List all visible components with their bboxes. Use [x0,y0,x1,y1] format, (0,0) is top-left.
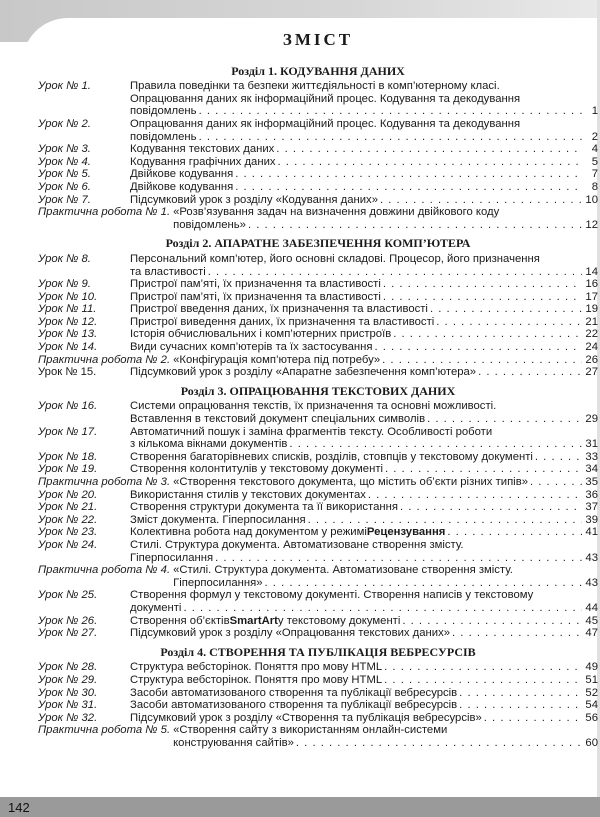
page-ref: 45 [585,614,598,627]
entry-line [130,413,598,426]
entry-text [130,118,598,143]
toc-entry-lesson [38,156,598,169]
entry-text [173,206,598,231]
entry-text [130,661,598,674]
entry-line-text: Засоби автоматизованого створення та публікації вебресурсів [130,686,458,699]
entry-label: Практична робота № 4. [38,564,171,577]
page-ref: 17 [585,290,598,303]
entry-line-text: Підсумковий урок з розділу «Створення та публікація вебресурсів» [130,711,482,724]
leader-dots [265,577,582,590]
entry-text [130,615,598,628]
entry-line [130,463,598,476]
toc-entry-lesson [38,143,598,156]
page-ref: 22 [585,328,598,341]
entry-line [173,476,598,489]
entry-text [130,463,598,476]
page-ref: 36 [585,488,598,501]
entry-text [130,426,598,451]
entry-line [130,316,598,329]
entry-line [173,219,598,232]
entry-line-text: Створення об’єктів [130,614,230,627]
leader-dots [199,105,582,118]
page-ref: 35 [585,476,598,488]
entry-line-text: Двійкове кодування [130,168,234,181]
entry-line-text: та властивості [130,265,206,278]
entry-line [130,341,598,354]
leader-dots [430,303,582,316]
entry-line [130,194,598,207]
section-heading: Розділ 4. СТВОРЕННЯ ТА ПУБЛІКАЦІЯ ВЕБРЕСУРСІВ [160,644,476,659]
entry-line-text: «Стилі. Структура документа. Автоматизоване створення змісту. [173,564,513,577]
page-ref: 33 [585,450,598,463]
entry-line [173,737,598,750]
page-ref: 39 [585,513,598,526]
entry-line [130,489,598,502]
entry-text [130,80,598,118]
page-ref: 54 [585,699,598,712]
entry-line [130,80,598,93]
toc-entry-lesson [38,501,598,514]
entry-text [130,539,598,564]
entry-text [173,724,598,749]
page-number: 142 [8,800,30,815]
leader-dots [535,451,582,464]
entry-line-text: Гіперпосилання [130,551,214,564]
entry-text [130,366,598,379]
entry-line-text: повідомлень [130,105,197,118]
entry-line-text: Види сучасних комп’ютерів та їх застосування [130,341,373,354]
entry-label: Урок № 23. [38,526,98,539]
entry-label: Урок № 11. [38,303,97,316]
entry-line [130,303,598,316]
entry-label: Урок № 32. [38,711,98,724]
entry-text [130,526,598,539]
toc-entry-lesson [38,181,598,194]
entry-label: Практична робота № 2. [38,353,171,366]
entry-line-text: Пристрої пам’яті, їх призначення та властивості [130,290,381,303]
entry-line [130,627,598,640]
page-title: ЗМІСТ [282,30,354,49]
toc-entry-practical [38,354,598,367]
footer-bar [0,797,600,817]
leader-dots [459,687,582,700]
entry-line [130,253,598,266]
entry-line [130,687,598,700]
entry-line-text: Кодування графічних даних [130,155,276,168]
entry-line [130,674,598,687]
entry-line-text: повідомлень» [173,218,246,231]
entry-line-text: Структура вебсторінок. Поняття про мову HTML [130,673,383,686]
entry-line [130,426,598,439]
entry-label: Урок № 13. [38,328,98,341]
entry-label: Урок № 28. [38,661,98,674]
entry-label: Урок № 21. [38,501,98,514]
entry-label: Урок № 27. [38,627,98,640]
entry-label: Урок № 25. [38,589,98,602]
page-ref: 7 [591,168,598,181]
page-ref: 51 [585,673,598,686]
entry-line-text: Кодування текстових даних [130,143,275,156]
entry-line [130,539,598,552]
entry-line [130,552,598,565]
page-ref: 44 [585,601,598,614]
entry-text [130,589,598,614]
entry-text [130,712,598,725]
page-ref: 5 [591,155,598,168]
page-ref: 16 [585,278,598,291]
page-ref: 27 [585,366,598,379]
entry-label: Урок № 22. [38,513,98,526]
entry-text [130,489,598,502]
entry-line-text: Створення формул у текстовому документі. Створення написів у текстовому [130,589,534,602]
entry-label: Практична робота № 5. [38,724,171,737]
toc-entry-lesson [38,589,598,614]
entry-text [130,514,598,527]
entry-line-text: Засоби автоматизованого створення та публікації вебресурсів [130,699,458,712]
entry-label: Практична робота № 3. [38,476,171,488]
leader-dots [402,615,582,628]
toc-entry-lesson [38,303,598,316]
toc-entry-lesson [38,253,598,278]
entry-bold-term: Рецензування [366,526,446,539]
entry-line-text: Створення колонтитулів у текстовому документі [130,463,383,476]
entry-line-text: Пристрої пам’яті, їх призначення та властивості [130,278,381,291]
entry-line-text: повідомлень [130,130,197,143]
entry-line [130,438,598,451]
page-ref: 24 [585,341,598,354]
entry-line [130,291,598,304]
entry-label: Практична робота № 1. [38,206,171,219]
page-ref: 4 [591,143,598,156]
entry-line [130,514,598,527]
leader-dots [199,131,582,144]
entry-label: Урок № 20. [38,488,98,501]
entry-line [130,366,598,379]
section-heading: Розділ 3. ОПРАЦЮВАННЯ ТЕКСТОВИХ ДАНИХ [180,383,456,398]
page-ref: 14 [585,265,598,278]
page-ref: 52 [585,686,598,699]
entry-line-text: документі [130,601,182,614]
entry-line [130,328,598,341]
entry-line-text: Підсумковий урок з розділу «Апаратне забезпечення комп’ютера» [130,366,477,379]
entry-line [130,118,598,131]
entry-line [173,724,598,737]
entry-label: Урок № 2. [38,117,91,130]
toc-entry-lesson [38,489,598,502]
page-ref: 49 [585,661,598,674]
leader-dots [447,526,582,539]
entry-line-text: Вставлення в текстовий документ спеціальних символів [130,413,426,426]
entry-line [130,615,598,628]
toc-entry-lesson [38,316,598,329]
page-ref: 21 [585,315,598,328]
entry-text [130,328,598,341]
toc-entry-lesson [38,400,598,425]
page-ref: 60 [585,736,598,749]
entry-label: Урок № 15. [38,366,97,379]
entry-line [130,589,598,602]
table-of-contents [38,32,598,749]
entry-text [173,564,598,589]
entry-label: Урок № 12. [38,315,98,328]
entry-label: Урок № 26. [38,614,98,627]
entry-line [130,181,598,194]
leader-dots [235,181,582,194]
page-ref: 43 [585,576,598,589]
entry-text [130,400,598,425]
leader-dots [278,156,582,169]
leader-dots [400,501,582,514]
entry-line-text: Персональний комп’ютер, його основні складові. Процесор, його призначення [130,252,540,265]
entry-line-text: Гіперпосилання» [173,576,263,589]
entry-line-text: Пристрої введення даних, їх призначення та властивості [130,303,428,316]
entry-line-text: Стилі. Структура документа. Автоматизоване створення змісту. [130,538,464,551]
toc-entry-lesson [38,615,598,628]
leader-dots [452,627,582,640]
entry-line-text: Опрацювання даних як інформаційний процес. Кодування та декодування [130,117,521,130]
entry-label: Урок № 8. [38,252,91,265]
toc-entry-lesson [38,539,598,564]
entry-line-text: «Створення текстового документа, що містить об’єкти різних типів» [173,476,528,488]
toc-entry-lesson [38,451,598,464]
toc-entry-lesson [38,674,598,687]
page-ref: 47 [585,627,598,640]
entry-text [130,143,598,156]
page-ref: 1 [591,105,598,118]
leader-dots [308,514,582,527]
page-ref: 8 [591,180,598,193]
toc-entry-lesson [38,278,598,291]
entry-line [130,501,598,514]
entry-label: Урок № 14. [38,341,98,354]
toc-entry-lesson [38,514,598,527]
entry-line [130,699,598,712]
leader-dots [436,316,582,329]
entry-line [130,105,598,118]
entry-line [130,143,598,156]
leader-dots [384,661,582,674]
toc-entry-lesson [38,168,598,181]
entry-text [173,354,598,367]
entry-line-text: Системи опрацювання текстів, їх призначення та основні можливості. [130,400,497,413]
toc-entry-lesson [38,291,598,304]
leader-dots [215,552,582,565]
toc-entry-lesson [38,627,598,640]
leader-dots [459,699,582,712]
entry-label: Урок № 1. [38,80,91,93]
entry-text [130,278,598,291]
leader-dots [235,168,582,181]
toc-entry-lesson [38,463,598,476]
leader-dots [183,602,582,615]
entry-line-text: Правила поведінки та безпеки життєдіяльності в комп’ютерному класі. [130,80,500,93]
toc-entry-practical [38,564,598,589]
toc-entry-lesson [38,194,598,207]
page-ref: 37 [585,501,598,514]
section-heading: Розділ 1. КОДУВАННЯ ДАНИХ [231,63,405,78]
leader-dots [248,219,582,232]
entry-line [130,168,598,181]
entry-label: Урок № 30. [38,686,98,699]
entry-bold-term: SmartArt [229,614,278,627]
leader-dots [530,476,582,489]
entry-label: Урок № 5. [38,168,91,181]
leader-dots [380,194,582,207]
toc-entry-lesson [38,687,598,700]
leader-dots [385,463,582,476]
toc-entry-lesson [38,341,598,354]
entry-line-text: Зміст документа. Гіперпосилання [130,513,306,526]
entry-label: Урок № 29. [38,673,98,686]
entry-line-text: конструювання сайтів» [173,736,294,749]
entry-line [130,526,598,539]
entry-line [130,451,598,464]
entry-line-text: «Розв’язування задач на визначення довжини двійкового коду [173,206,500,219]
entry-label: Урок № 31. [38,699,98,712]
entry-line-text: Історія обчислювальних і комп’ютерних пристроїв [130,328,392,341]
entry-text [130,168,598,181]
entry-label: Урок № 10. [38,290,98,303]
entry-label: Урок № 4. [38,155,91,168]
page-ref: 26 [585,353,598,366]
entry-text [130,699,598,712]
entry-line-text: Колективна робота над документом у режимі [130,526,367,539]
entry-line-text: Структура вебсторінок. Поняття про мову HTML [130,661,383,674]
toc-entry-lesson [38,699,598,712]
entry-line [130,156,598,169]
entry-text [130,316,598,329]
entry-text [130,687,598,700]
entry-label: Урок № 7. [38,193,91,206]
entry-line-text: Опрацювання даних як інформаційний процес. Кодування та декодування [130,92,521,105]
entry-line [130,602,598,615]
leader-dots [484,712,582,725]
entry-line [130,400,598,413]
entry-label: Урок № 19. [38,463,98,476]
leader-dots [374,341,582,354]
leader-dots [384,674,582,687]
page-ref: 56 [585,711,598,724]
page-ref: 34 [585,463,598,476]
section-heading: Розділ 2. АПАРАТНЕ ЗАБЕЗПЕЧЕННЯ КОМП’ЮТЕРА [165,236,471,251]
page-ref: 12 [585,218,598,231]
page-ref: 41 [585,526,598,539]
entry-text [130,303,598,316]
entry-label: Урок № 16. [38,400,98,413]
entry-line-text: Пристрої виведення даних, їх призначення та властивості [130,315,435,328]
toc-entry-lesson [38,426,598,451]
entry-label: Урок № 17. [38,425,98,438]
entry-text [130,181,598,194]
entry-line-text: Автоматичний пошук і заміна фрагментів тексту. Особливості роботи [130,425,493,438]
entry-line [173,564,598,577]
page-ref: 10 [585,193,598,206]
leader-dots [296,737,582,750]
leader-dots [393,328,582,341]
toc-entry-lesson [38,526,598,539]
entry-text [130,451,598,464]
toc-entry-lesson [38,328,598,341]
toc-entry-practical [38,206,598,231]
toc-entry-lesson [38,712,598,725]
entry-line-text: «Конфігурація комп’ютера під потребу» [173,353,381,366]
entry-label: Урок № 6. [38,180,91,193]
entry-line-text: Підсумковий урок з розділу «Кодування даних» [130,193,378,206]
page-ref: 43 [585,551,598,564]
toc-entry-lesson [38,118,598,143]
entry-text [130,674,598,687]
entry-line [173,577,598,590]
entry-label: Урок № 18. [38,450,98,463]
leader-dots [382,354,582,367]
leader-dots [383,291,582,304]
entry-line [173,354,598,367]
leader-dots [276,143,582,156]
entry-text [173,476,598,489]
leader-dots [478,366,582,379]
entry-line [130,93,598,106]
leader-dots [368,489,582,502]
toc-entry-practical [38,476,598,489]
entry-text [130,627,598,640]
page-ref: 31 [585,438,598,451]
leader-dots [208,266,582,279]
entry-text [130,341,598,354]
leader-dots [289,438,582,451]
entry-line [173,206,598,219]
leader-dots [383,278,582,291]
page-ref: 19 [585,303,598,316]
entry-line-text: у текстовому документі [277,614,401,627]
entry-line [130,661,598,674]
entry-line-text: з кількома вікнами документів [130,438,288,451]
entry-text [130,253,598,278]
entry-line-text: Підсумковий урок з розділу «Опрацювання текстових даних» [130,627,451,640]
toc-entry-lesson [38,661,598,674]
page-ref: 29 [585,413,598,426]
entry-line [130,266,598,279]
leader-dots [427,413,582,426]
entry-label: Урок № 3. [38,143,91,156]
entry-label: Урок № 9. [38,278,91,291]
entry-text [130,194,598,207]
entry-line-text: Створення багаторівневих списків, розділів, стовпців у текстовому документі [130,450,533,463]
page-ref: 2 [591,130,598,143]
entry-line-text: Створення структури документа та її використання [130,501,398,514]
entry-line [130,712,598,725]
entry-line-text: Використання стилів у текстових документах [130,488,366,501]
entry-line [130,131,598,144]
toc-entry-lesson [38,80,598,118]
toc-entry-lesson [38,366,598,379]
entry-line [130,278,598,291]
entry-line-text: Двійкове кодування [130,180,234,193]
entry-line-text: «Створення сайту з використанням онлайн-системи [173,724,448,737]
entry-label: Урок № 24. [38,538,98,551]
toc-entry-practical [38,724,598,749]
entry-text [130,156,598,169]
entry-text [130,291,598,304]
entry-text [130,501,598,514]
